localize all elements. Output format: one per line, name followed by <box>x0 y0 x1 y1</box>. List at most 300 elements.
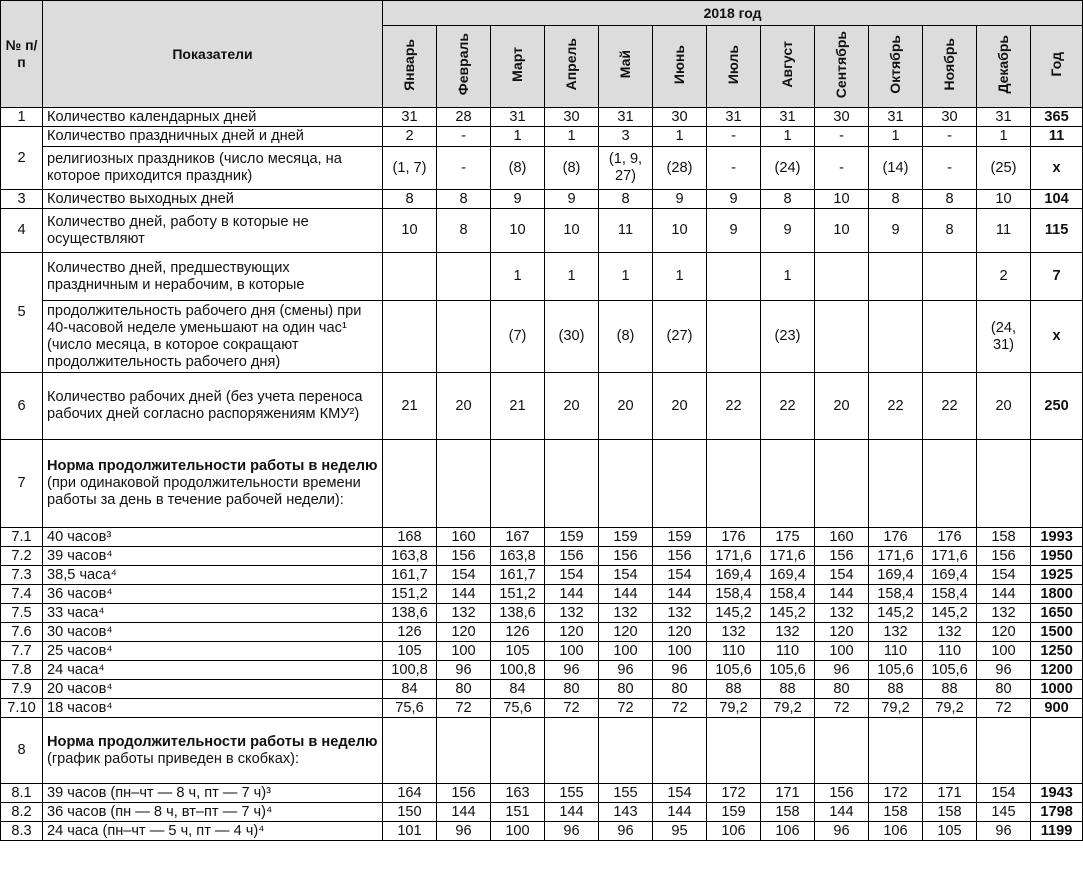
row-label: 36 часов⁴ <box>43 585 383 604</box>
cell: (24, 31) <box>977 301 1031 373</box>
cell: 1 <box>977 127 1031 147</box>
cell: 10 <box>815 190 869 209</box>
cell: 31 <box>491 108 545 127</box>
cell: 100 <box>653 642 707 661</box>
row-label: 33 часа⁴ <box>43 604 383 623</box>
cell <box>869 253 923 301</box>
cell: 144 <box>815 803 869 822</box>
cell: 156 <box>815 784 869 803</box>
cell: 96 <box>653 661 707 680</box>
cell: 160 <box>815 528 869 547</box>
cell: 11 <box>599 209 653 253</box>
cell: 172 <box>869 784 923 803</box>
cell: 154 <box>437 566 491 585</box>
cell: 110 <box>923 642 977 661</box>
cell: 176 <box>869 528 923 547</box>
cell-total: 7 <box>1031 253 1083 301</box>
cell <box>545 718 599 784</box>
row-label: Количество праздничных дней и дней <box>43 127 383 147</box>
cell: 154 <box>599 566 653 585</box>
cell: 156 <box>599 547 653 566</box>
header-indicators: Показатели <box>43 1 383 108</box>
row-num: 7.1 <box>1 528 43 547</box>
cell: 132 <box>761 623 815 642</box>
cell: 8 <box>437 209 491 253</box>
cell <box>815 718 869 784</box>
cell <box>869 718 923 784</box>
cell: 175 <box>761 528 815 547</box>
cell-total: 1250 <box>1031 642 1083 661</box>
cell: 132 <box>437 604 491 623</box>
cell: 105 <box>923 822 977 841</box>
cell: 8 <box>923 209 977 253</box>
month-label: Февраль <box>455 33 471 96</box>
cell-total: 1943 <box>1031 784 1083 803</box>
row-num: 1 <box>1 108 43 127</box>
cell: 159 <box>599 528 653 547</box>
cell-total: х <box>1031 147 1083 190</box>
cell: 132 <box>599 604 653 623</box>
cell: 158 <box>923 803 977 822</box>
cell: 22 <box>761 373 815 440</box>
cell: 106 <box>869 822 923 841</box>
cell: 79,2 <box>869 699 923 718</box>
cell: 72 <box>653 699 707 718</box>
cell: - <box>707 127 761 147</box>
row-label: Количество дней, работу в которые не осуществляют <box>43 209 383 253</box>
cell <box>761 440 815 528</box>
cell: 88 <box>761 680 815 699</box>
cell: 1 <box>491 127 545 147</box>
row-label: 20 часов⁴ <box>43 680 383 699</box>
cell-total: 104 <box>1031 190 1083 209</box>
cell: 8 <box>383 190 437 209</box>
cell: 1 <box>653 127 707 147</box>
cell: 22 <box>923 373 977 440</box>
cell-total: 250 <box>1031 373 1083 440</box>
cell: 158 <box>869 803 923 822</box>
cell: 132 <box>653 604 707 623</box>
cell: 154 <box>977 566 1031 585</box>
cell: 96 <box>545 661 599 680</box>
cell: 96 <box>977 661 1031 680</box>
header-month <box>977 26 1031 108</box>
header-year: 2018 год <box>383 1 1083 26</box>
cell: 84 <box>383 680 437 699</box>
row-num: 2 <box>1 127 43 190</box>
cell: 8 <box>923 190 977 209</box>
cell: 20 <box>815 373 869 440</box>
cell: 100 <box>545 642 599 661</box>
month-label: Сентябрь <box>833 30 849 99</box>
row-label-bold: Норма продолжительности работы в неделю <box>47 458 378 474</box>
header-month <box>491 26 545 108</box>
cell: 164 <box>383 784 437 803</box>
cell: 120 <box>977 623 1031 642</box>
month-label: Август <box>779 41 795 88</box>
cell: 110 <box>869 642 923 661</box>
cell: 169,4 <box>761 566 815 585</box>
month-label: Март <box>509 47 525 82</box>
cell: 120 <box>599 623 653 642</box>
cell: 2 <box>383 127 437 147</box>
cell: 9 <box>707 190 761 209</box>
cell: 163,8 <box>383 547 437 566</box>
cell: 10 <box>815 209 869 253</box>
cell: 144 <box>815 585 869 604</box>
cell: 159 <box>653 528 707 547</box>
cell: 156 <box>977 547 1031 566</box>
cell: 145 <box>977 803 1031 822</box>
cell: 31 <box>869 108 923 127</box>
header-month <box>923 26 977 108</box>
row-label-rest: (при одинаковой продолжительности времени работы за день в течение рабочей недели): <box>47 475 361 508</box>
cell: - <box>437 127 491 147</box>
cell: 159 <box>545 528 599 547</box>
cell-total: 1993 <box>1031 528 1083 547</box>
cell: 84 <box>491 680 545 699</box>
header-month <box>707 26 761 108</box>
cell: 80 <box>977 680 1031 699</box>
cell: 105,6 <box>923 661 977 680</box>
cell: 151,2 <box>491 585 545 604</box>
cell: 28 <box>437 108 491 127</box>
row-num: 5 <box>1 253 43 373</box>
cell: 105 <box>491 642 545 661</box>
month-label: Май <box>617 50 633 79</box>
header-month <box>869 26 923 108</box>
cell: 79,2 <box>707 699 761 718</box>
cell: 31 <box>761 108 815 127</box>
cell <box>599 440 653 528</box>
cell: 171 <box>923 784 977 803</box>
cell: 1 <box>761 253 815 301</box>
row-label-cont: продолжительность рабочего дня (смены) при 40-часовой неделе уменьшают на один час¹ (число месяца, в которое сокращают продолжительность рабочего дня) <box>43 301 383 373</box>
row-num: 8.2 <box>1 803 43 822</box>
row-label: 25 часов⁴ <box>43 642 383 661</box>
row-num: 6 <box>1 373 43 440</box>
cell: 100 <box>599 642 653 661</box>
cell: 154 <box>653 784 707 803</box>
cell: 161,7 <box>383 566 437 585</box>
cell: 31 <box>977 108 1031 127</box>
cell: 171,6 <box>869 547 923 566</box>
cell <box>923 440 977 528</box>
row-num: 8.1 <box>1 784 43 803</box>
row-label: Количество календарных дней <box>43 108 383 127</box>
cell: 132 <box>545 604 599 623</box>
cell: (25) <box>977 147 1031 190</box>
month-label: Декабрь <box>995 35 1011 94</box>
header-month <box>653 26 707 108</box>
cell <box>707 718 761 784</box>
cell: 80 <box>599 680 653 699</box>
row-num: 8.3 <box>1 822 43 841</box>
cell: 154 <box>545 566 599 585</box>
cell: 72 <box>545 699 599 718</box>
cell: 72 <box>815 699 869 718</box>
row-num: 7.9 <box>1 680 43 699</box>
cell: 72 <box>437 699 491 718</box>
cell: - <box>815 127 869 147</box>
cell: 120 <box>545 623 599 642</box>
cell: 80 <box>437 680 491 699</box>
cell: 151,2 <box>383 585 437 604</box>
cell: 132 <box>923 623 977 642</box>
row-label: Количество выходных дней <box>43 190 383 209</box>
cell: 80 <box>545 680 599 699</box>
cell: 79,2 <box>761 699 815 718</box>
cell: 96 <box>545 822 599 841</box>
row-num: 7 <box>1 440 43 528</box>
cell: 20 <box>599 373 653 440</box>
cell: 3 <box>599 127 653 147</box>
cell-total: 115 <box>1031 209 1083 253</box>
cell-total: 1950 <box>1031 547 1083 566</box>
row-label: 24 часа⁴ <box>43 661 383 680</box>
cell: 9 <box>761 209 815 253</box>
cell: 144 <box>977 585 1031 604</box>
cell-total: 1798 <box>1031 803 1083 822</box>
cell: 144 <box>437 803 491 822</box>
cell: 31 <box>599 108 653 127</box>
cell: 132 <box>977 604 1031 623</box>
row-num: 8 <box>1 718 43 784</box>
cell: 156 <box>545 547 599 566</box>
header-month <box>761 26 815 108</box>
header-month <box>437 26 491 108</box>
row-label: 24 часа (пн–чт — 5 ч, пт — 4 ч)⁴ <box>43 822 383 841</box>
cell: (1, 9, 27) <box>599 147 653 190</box>
row-label: 18 часов⁴ <box>43 699 383 718</box>
cell: 21 <box>383 373 437 440</box>
cell: 9 <box>491 190 545 209</box>
cell: 31 <box>707 108 761 127</box>
cell <box>923 301 977 373</box>
cell: 155 <box>545 784 599 803</box>
row-label-bold: Норма продолжительности работы в неделю <box>47 733 378 750</box>
cell: 9 <box>545 190 599 209</box>
cell: 100,8 <box>383 661 437 680</box>
cell: 1 <box>599 253 653 301</box>
cell: 105,6 <box>761 661 815 680</box>
cell: 144 <box>599 585 653 604</box>
cell: 100 <box>491 822 545 841</box>
cell: 75,6 <box>383 699 437 718</box>
month-label: Ноябрь <box>941 38 957 91</box>
cell: 96 <box>977 822 1031 841</box>
cell: 150 <box>383 803 437 822</box>
cell <box>437 718 491 784</box>
cell: 20 <box>653 373 707 440</box>
cell: 143 <box>599 803 653 822</box>
cell: 1 <box>545 127 599 147</box>
row-label: 40 часов³ <box>43 528 383 547</box>
cell: 96 <box>815 661 869 680</box>
cell: 96 <box>815 822 869 841</box>
row-num: 7.2 <box>1 547 43 566</box>
month-label: Апрель <box>563 38 579 91</box>
cell: 161,7 <box>491 566 545 585</box>
cell <box>707 440 761 528</box>
cell: 120 <box>653 623 707 642</box>
cell: 96 <box>437 822 491 841</box>
cell: (30) <box>545 301 599 373</box>
cell: 158 <box>977 528 1031 547</box>
cell <box>545 440 599 528</box>
cell: 163,8 <box>491 547 545 566</box>
cell: 8 <box>599 190 653 209</box>
cell: 169,4 <box>707 566 761 585</box>
row-num: 7.6 <box>1 623 43 642</box>
cell <box>707 253 761 301</box>
cell <box>869 301 923 373</box>
cell-total: х <box>1031 301 1083 373</box>
cell: 106 <box>707 822 761 841</box>
cell: 144 <box>653 585 707 604</box>
cell: 20 <box>977 373 1031 440</box>
cell: 1 <box>869 127 923 147</box>
row-label: 30 часов⁴ <box>43 623 383 642</box>
header-month <box>545 26 599 108</box>
cell-total: 1500 <box>1031 623 1083 642</box>
cell: 79,2 <box>923 699 977 718</box>
cell: 151 <box>491 803 545 822</box>
cell: 9 <box>653 190 707 209</box>
row-num: 7.4 <box>1 585 43 604</box>
cell: - <box>923 147 977 190</box>
cell: 106 <box>761 822 815 841</box>
cell <box>707 301 761 373</box>
row-label <box>43 718 383 784</box>
cell <box>815 440 869 528</box>
month-label: Июль <box>725 44 741 85</box>
cell-total: 1200 <box>1031 661 1083 680</box>
cell: 96 <box>599 822 653 841</box>
cell <box>1031 440 1083 528</box>
cell <box>437 301 491 373</box>
cell: 80 <box>653 680 707 699</box>
cell: (27) <box>653 301 707 373</box>
cell: 132 <box>707 623 761 642</box>
cell: 154 <box>977 784 1031 803</box>
cell: 156 <box>653 547 707 566</box>
cell: 171,6 <box>761 547 815 566</box>
row-num: 4 <box>1 209 43 253</box>
cell: - <box>815 147 869 190</box>
cell: 158,4 <box>761 585 815 604</box>
cell: 155 <box>599 784 653 803</box>
cell: 88 <box>707 680 761 699</box>
cell: 163 <box>491 784 545 803</box>
cell: 1 <box>761 127 815 147</box>
cell: - <box>707 147 761 190</box>
cell: 11 <box>977 209 1031 253</box>
cell: 120 <box>437 623 491 642</box>
cell <box>437 440 491 528</box>
cell: 144 <box>437 585 491 604</box>
cell <box>653 718 707 784</box>
cell <box>491 718 545 784</box>
cell: (8) <box>491 147 545 190</box>
cell <box>491 440 545 528</box>
cell: 110 <box>707 642 761 661</box>
cell: 96 <box>437 661 491 680</box>
cell: 88 <box>869 680 923 699</box>
row-label <box>43 440 383 528</box>
cell: 2 <box>977 253 1031 301</box>
cell-total: 900 <box>1031 699 1083 718</box>
row-label-rest: (график работы приведен в скобках): <box>47 750 300 767</box>
row-label: Количество дней, предшествующих праздничным и нерабочим, в которые <box>43 253 383 301</box>
cell: 100 <box>437 642 491 661</box>
cell: 158,4 <box>707 585 761 604</box>
cell: 132 <box>815 604 869 623</box>
cell: 158,4 <box>923 585 977 604</box>
cell: 156 <box>437 784 491 803</box>
cell <box>383 440 437 528</box>
cell: (14) <box>869 147 923 190</box>
cell <box>977 718 1031 784</box>
cell: 10 <box>545 209 599 253</box>
cell: 8 <box>761 190 815 209</box>
cell-total: 1925 <box>1031 566 1083 585</box>
cell-total: 11 <box>1031 127 1083 147</box>
cell: 145,2 <box>761 604 815 623</box>
row-num: 7.7 <box>1 642 43 661</box>
header-month <box>599 26 653 108</box>
cell: 145,2 <box>923 604 977 623</box>
cell: 20 <box>437 373 491 440</box>
cell: 176 <box>923 528 977 547</box>
cell: 105 <box>383 642 437 661</box>
row-num: 7.10 <box>1 699 43 718</box>
header-month <box>815 26 869 108</box>
cell: (23) <box>761 301 815 373</box>
cell: 144 <box>653 803 707 822</box>
cell: 156 <box>437 547 491 566</box>
cell: (28) <box>653 147 707 190</box>
cell: 22 <box>707 373 761 440</box>
row-label: 39 часов (пн–чт — 8 ч, пт — 7 ч)³ <box>43 784 383 803</box>
cell <box>761 718 815 784</box>
cell: 158,4 <box>869 585 923 604</box>
row-num: 7.8 <box>1 661 43 680</box>
cell: 171 <box>761 784 815 803</box>
cell: 159 <box>707 803 761 822</box>
cell: 8 <box>437 190 491 209</box>
cell: 172 <box>707 784 761 803</box>
cell: 10 <box>977 190 1031 209</box>
cell: 144 <box>545 803 599 822</box>
cell: 154 <box>653 566 707 585</box>
row-label: 36 часов (пн — 8 ч, вт–пт — 7 ч)⁴ <box>43 803 383 822</box>
cell <box>923 718 977 784</box>
row-num: 3 <box>1 190 43 209</box>
cell: 169,4 <box>923 566 977 585</box>
cell: - <box>923 127 977 147</box>
cell <box>653 440 707 528</box>
cell: 9 <box>869 209 923 253</box>
cell: 88 <box>923 680 977 699</box>
cell <box>383 718 437 784</box>
cell: 30 <box>653 108 707 127</box>
month-label: Январь <box>401 38 417 91</box>
cell: 132 <box>869 623 923 642</box>
cell: 75,6 <box>491 699 545 718</box>
cell: 72 <box>977 699 1031 718</box>
cell: 100 <box>977 642 1031 661</box>
